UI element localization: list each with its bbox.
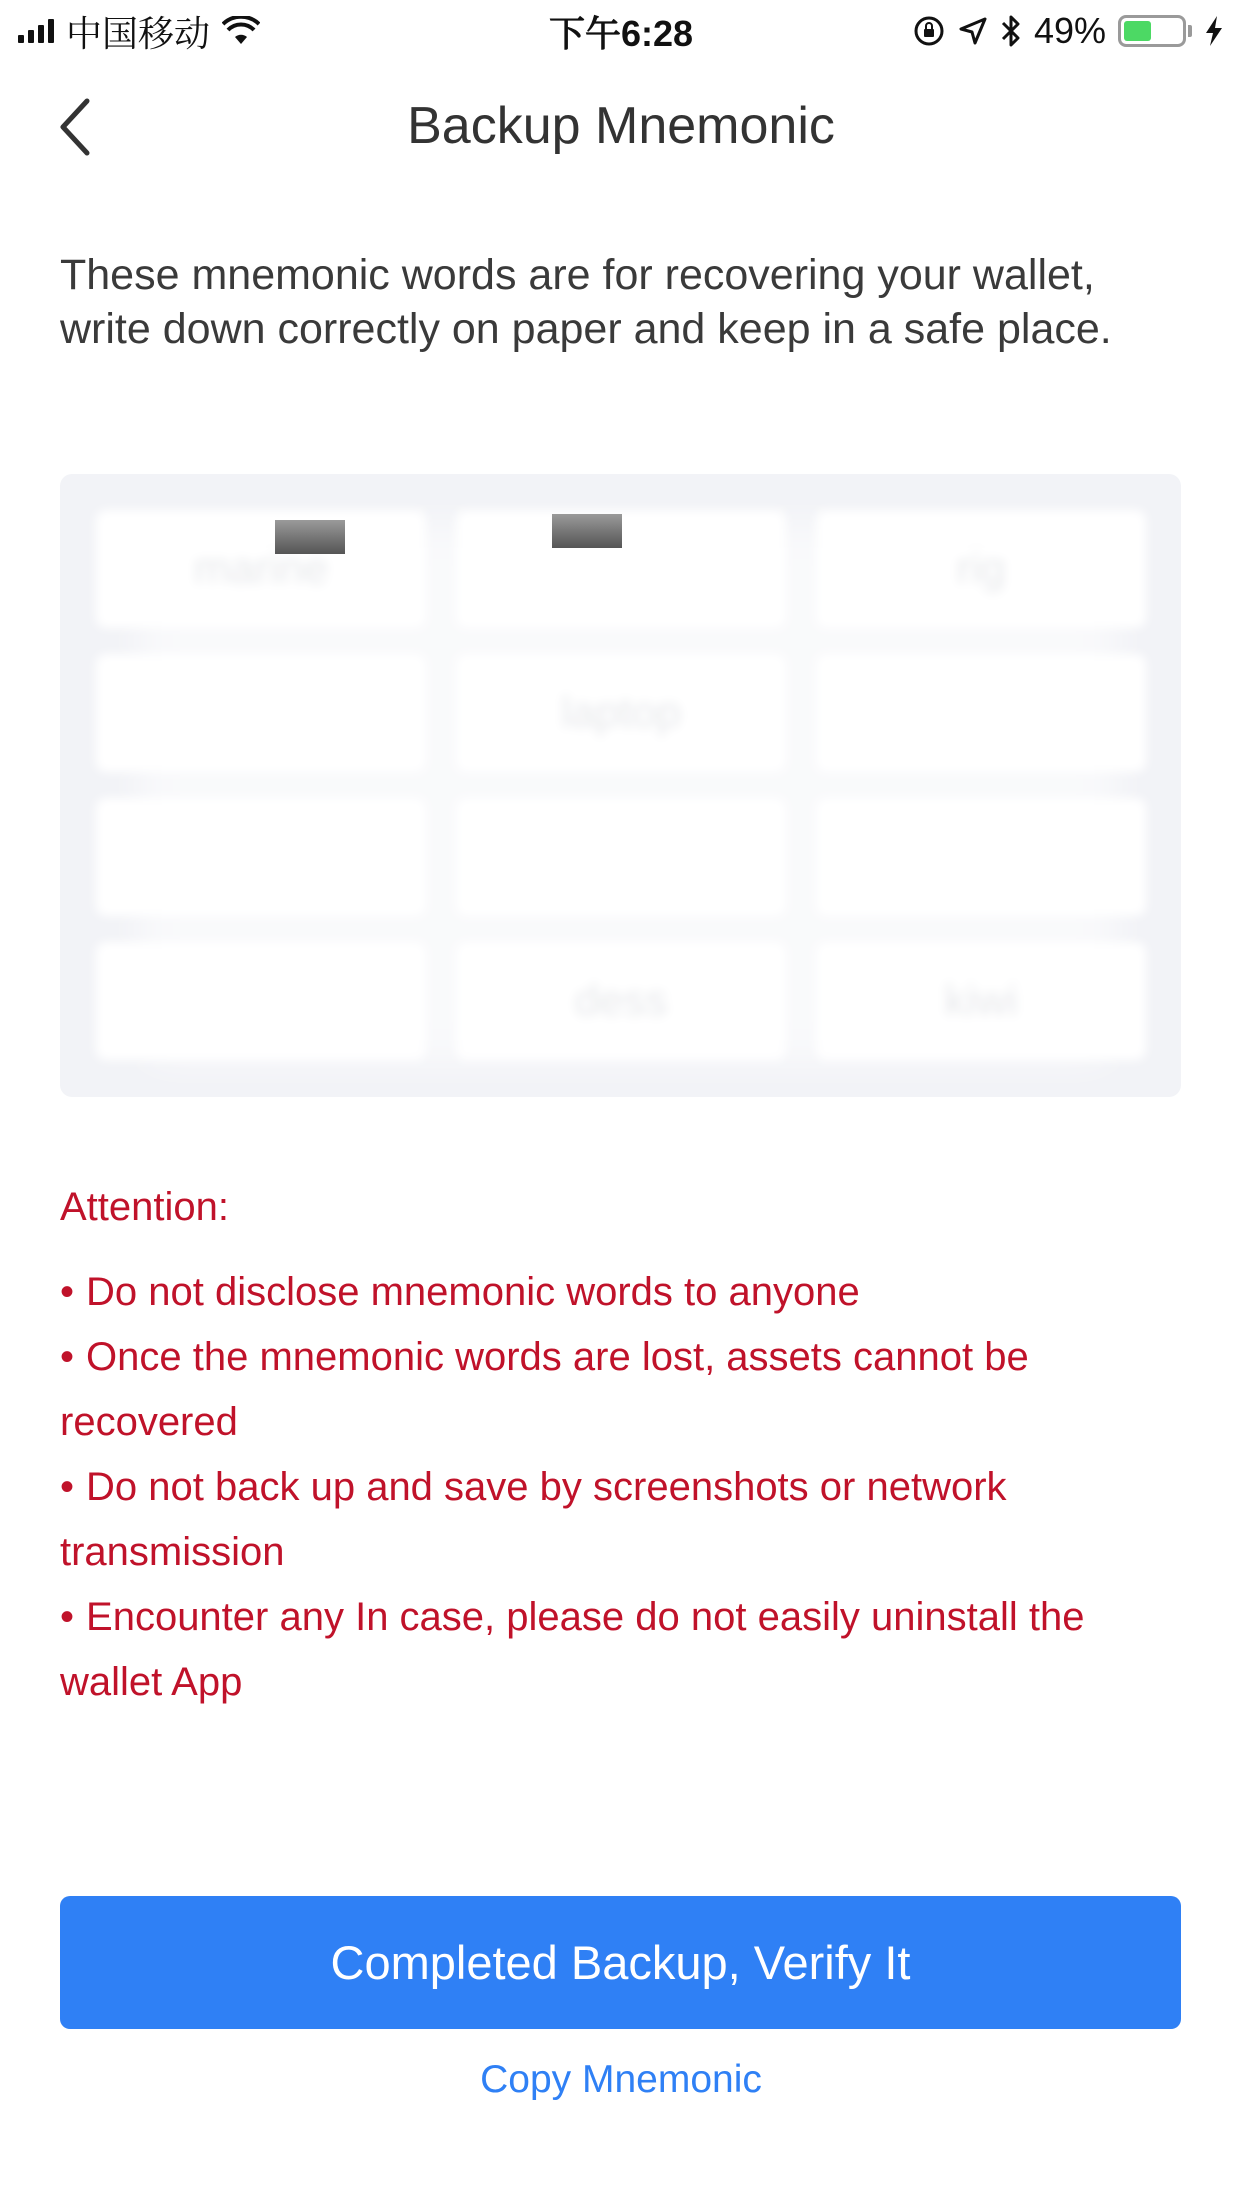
- attention-item-text: Do not back up and save by screenshots or network transmission: [60, 1465, 1007, 1574]
- redaction-mark: [552, 514, 622, 548]
- carrier-label: 中国移动: [66, 12, 211, 54]
- attention-item: [60, 1455, 1190, 1585]
- battery-cap: [1188, 25, 1192, 37]
- attention-item: [60, 1585, 1190, 1715]
- verify-backup-button[interactable]: Completed Backup, Verify It: [60, 1896, 1181, 2029]
- status-left: [18, 6, 260, 57]
- charging-icon: [1204, 15, 1224, 47]
- battery-level: [1124, 21, 1151, 41]
- attention-item-text: Once the mnemonic words are lost, assets cannot be recovered: [60, 1335, 1029, 1444]
- attention-item-text: Do not disclose mnemonic words to anyone: [86, 1270, 860, 1314]
- status-bar: [0, 0, 1242, 62]
- status-time: 下午6:28: [548, 12, 694, 54]
- redaction-mark: [275, 520, 345, 554]
- location-icon: [958, 16, 988, 46]
- battery-icon: [1118, 15, 1186, 47]
- signal-icon: [18, 19, 54, 43]
- bullet-icon: •: [60, 1595, 75, 1639]
- bullet-icon: •: [60, 1465, 75, 1509]
- intro-text: These mnemonic words are for recovering your wallet, write down correctly on paper and keep in a safe place.: [60, 251, 1112, 353]
- wifi-icon: [222, 16, 260, 46]
- attention-title: Attention:: [60, 1185, 230, 1229]
- bullet-icon: •: [60, 1270, 75, 1314]
- attention-item: [60, 1260, 1190, 1325]
- privacy-blur-overlay: [138, 524, 1118, 1064]
- bullet-icon: •: [60, 1335, 75, 1379]
- page-title: Backup Mnemonic: [407, 97, 835, 155]
- copy-mnemonic-link[interactable]: Copy Mnemonic: [480, 2058, 762, 2101]
- nav-bar: [0, 62, 1242, 190]
- battery-percent: 49%: [1033, 10, 1106, 51]
- attention-section: [60, 1180, 1190, 1715]
- attention-item-text: Encounter any In case, please do not easily uninstall the wallet App: [60, 1595, 1085, 1704]
- rotation-lock-icon: [912, 14, 946, 48]
- bluetooth-icon: [1000, 14, 1022, 48]
- status-right: [912, 10, 1224, 52]
- attention-item: [60, 1325, 1190, 1455]
- mnemonic-panel: [60, 474, 1181, 1097]
